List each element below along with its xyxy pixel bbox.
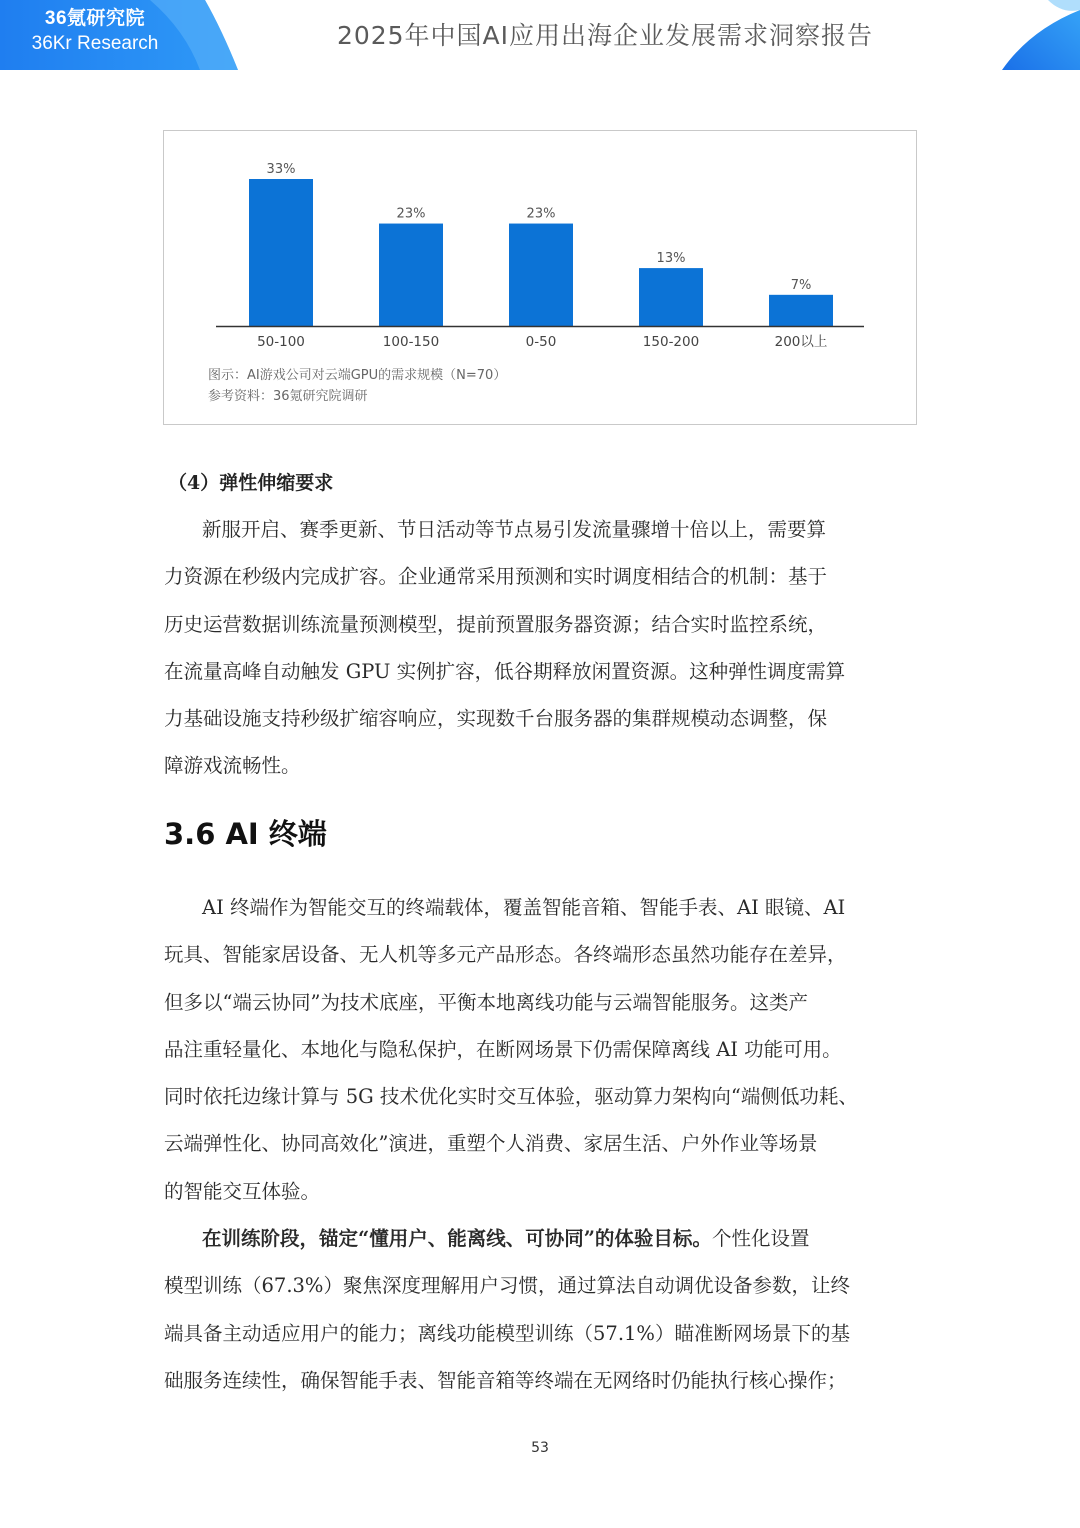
paragraph-line: 玩具、智能家居设备、无人机等多元产品形态。各终端形态虽然功能存在差异，	[164, 943, 847, 967]
chart-caption: 图示：AI游戏公司对云端GPU的需求规模（N=70）	[208, 368, 507, 383]
page-number: 53	[531, 1440, 549, 1456]
section-title: 3.6 AI 终端	[164, 817, 327, 851]
bar-200以上	[769, 295, 833, 326]
x-tick-label: 50-100	[257, 334, 305, 350]
corner-decoration	[990, 0, 1080, 70]
paragraph-terminal-2	[164, 1215, 916, 1404]
paragraph-line: 但多以“端云协同”为技术底座，平衡本地离线功能与云端智能服务。这类产	[164, 990, 808, 1014]
bar-100-150	[379, 224, 443, 326]
data-label: 13%	[656, 251, 686, 267]
data-label: 23%	[396, 206, 426, 222]
data-label: 33%	[266, 162, 296, 177]
bar-chart	[164, 131, 916, 361]
data-label: 7%	[790, 277, 812, 293]
page-header	[0, 0, 1080, 70]
logo	[0, 6, 190, 56]
x-tick-label: 100-150	[382, 334, 440, 350]
paragraph-line-first	[164, 1215, 916, 1262]
chart-caption-block	[208, 365, 506, 407]
paragraph-line: 的智能交互体验。	[164, 1179, 321, 1203]
paragraph-line: 品注重轻量化、本地化与隐私保护，在断网场景下仍需保障离线 AI 功能可用。	[164, 1037, 842, 1061]
bold-lead-text: 在训练阶段，锚定“懂用户、能离线、可协同”的体验目标。	[202, 1227, 712, 1250]
x-tick-label: 150-200	[642, 334, 700, 350]
paragraph-line: 端具备主动适应用户的能力；离线功能模型训练（57.1%）瞄准断网场景下的基	[164, 1321, 850, 1345]
x-tick-label: 0-50	[525, 334, 557, 350]
paragraph-terminal-1	[164, 884, 916, 1215]
paragraph-line: 新服开启、赛季更新、节日活动等节点易引发流量骤增十倍以上，需要算	[202, 518, 827, 541]
paragraph-line: 力基础设施支持秒级扩缩容响应，实现数千台服务器的集群规模动态调整，保	[164, 707, 828, 731]
bar-150-200	[639, 268, 703, 326]
report-title: 2025年中国AI应用出海企业发展需求洞察报告	[336, 21, 874, 50]
paragraph-line: 障游戏流畅性。	[164, 754, 301, 778]
bar-0-50	[509, 224, 573, 326]
paragraph-line: 力资源在秒级内完成扩容。企业通常采用预测和实时调度相结合的机制：基于	[164, 565, 828, 589]
lead-rest-text: 个性化设置	[711, 1227, 810, 1250]
bar-50-100	[249, 179, 313, 326]
sub-heading-elastic: （4）弹性伸缩要求	[168, 472, 334, 494]
paragraph-line: 历史运营数据训练流量预测模型，提前预置服务器资源；结合实时监控系统，	[164, 612, 828, 636]
paragraph-line: 同时依托边缘计算与 5G 技术优化实时交互体验，驱动算力架构向“端侧低功耗、	[164, 1085, 858, 1109]
paragraph-line: 在流量高峰自动触发 GPU 实例扩容，低谷期释放闲置资源。这种弹性调度需算	[164, 659, 846, 683]
x-tick-label: 200以上	[774, 334, 828, 350]
logo-en-text: 36Kr Research	[31, 33, 159, 54]
paragraph-line: AI 终端作为智能交互的终端载体，覆盖智能音箱、智能手表、AI 眼镜、AI	[202, 896, 846, 919]
data-label: 23%	[526, 206, 556, 222]
paragraph-line: 云端弹性化、协同高效化”演进，重塑个人消费、家居生活、户外作业等场景	[164, 1132, 818, 1156]
chart-source: 参考资料：36氪研究院调研	[208, 389, 368, 404]
paragraph-line: 模型训练（67.3%）聚焦深度理解用户习惯，通过算法自动调优设备参数，让终	[164, 1274, 850, 1298]
paragraph-elastic	[164, 506, 916, 790]
bar-chart-figure	[163, 130, 917, 425]
paragraph-line: 础服务连续性，确保智能手表、智能音箱等终端在无网络时仍能执行核心操作；	[164, 1368, 847, 1392]
logo-cn-text: 36氪研究院	[44, 8, 146, 29]
